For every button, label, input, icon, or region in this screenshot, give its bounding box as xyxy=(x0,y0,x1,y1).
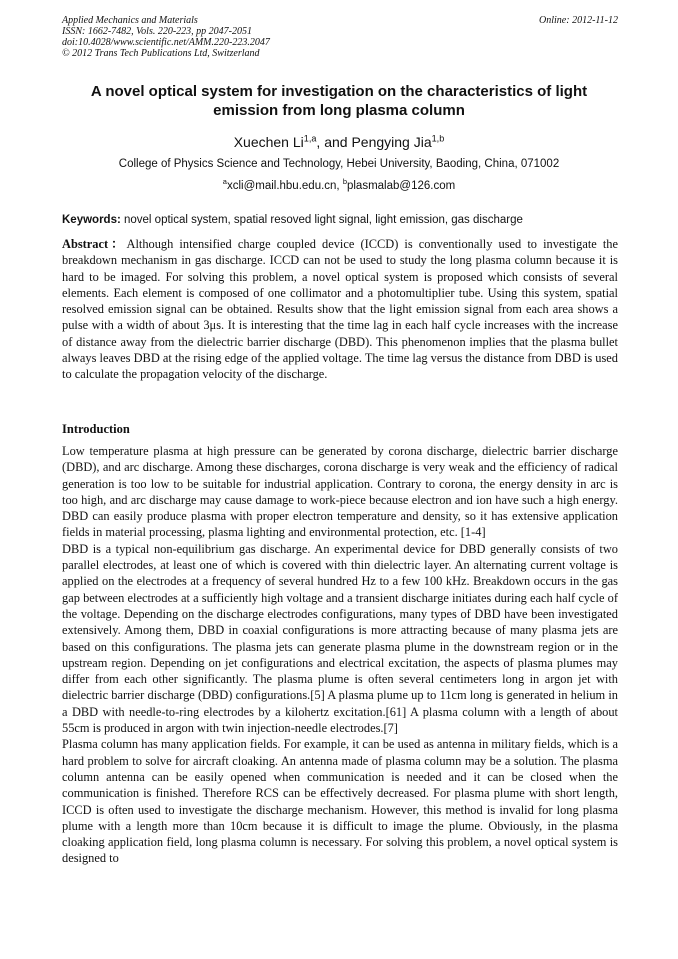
journal-header xyxy=(62,15,618,59)
doi-link[interactable]: doi:10.4028/www.scientific.net/AMM.220-223.2047 xyxy=(62,37,270,48)
author-2-affiliation-mark: 1,b xyxy=(431,133,445,144)
email-a[interactable]: xcli@mail.hbu.edu.cn, xyxy=(226,180,343,192)
introduction-body xyxy=(62,443,618,867)
keywords-text: novel optical system, spatial resoved light signal, light emission, gas discharge xyxy=(120,214,523,226)
abstract xyxy=(62,236,618,383)
intro-paragraph-3: Plasma column has many application fields. For example, it can be used as antenna in military fields, which is a hard problem to solve for aircraft cloaking. An antenna made of plasma column may be a solution. The plasma column antenna can be easily opened when communication is needed and it can be closed when the communication is finished. Therefore RCS can be effectively decreased. For plasma plume with short length, ICCD is often used to investigate the discharge mechanism. However, this method is invalid for long plasma plume with a length more than 10cm because it is difficult to image the plume. Obviously, in the plasma cloaking application field, long plasma column is necessary. For solving this problem, a novel optical system is designed to xyxy=(62,737,618,866)
email-b[interactable]: plasmalab@126.com xyxy=(346,180,456,192)
email-a-mark: a xyxy=(222,177,227,187)
title-line-1: A novel optical system for investigation on the characteristics of light xyxy=(90,83,588,100)
author-1-affiliation-mark: 1,a xyxy=(303,133,317,144)
abstract-text: Although intensified charge coupled device (ICCD) is conventionally used to investigate the breakdown mechanism in gas discharge. ICCD can not be used to study the long plasma column because it is hard to be imaged. For solving this problem, a novel optical system is proposed which consists of several elements. Each element is composed of one collimator and a photomultiplier tube. Using this system, spatial resolved emission signal can be obtained. Results show that the light emission signal from each area shows a pulse with a width of about 3μs. It is interesting that the time lag in each half cycle increases with the increase of distance away from the dielectric barrier discharge (DBD). This phenomenon implies that the plasma bullet always leaves DBD at the rising edge of the applied voltage. The time lag versus the distance from DBD is used to calculate the propagation velocity of the discharge. xyxy=(62,237,618,382)
intro-paragraph-1: Low temperature plasma at high pressure can be generated by corona discharge, dielectric barrier discharge (DBD), and arc discharge. Among these discharges, corona discharge is very weak and the efficiency of radical generation is too low to be suitable for industrial application. Contrary to corona, the energy density in arc is too high, and arc discharge may cause damage to work-piece because electron and ion have such a high energy. DBD can easily produce plasma with proper electron temperature and density, so it has extensive application fields in material processing, plasma lighting and environmental protection, etc. [1-4] xyxy=(62,444,618,540)
author-emails xyxy=(62,179,616,194)
issn-line: ISSN: 1662-7482, Vols. 220-223, pp 2047-2051 xyxy=(62,26,252,37)
intro-paragraph-2: DBD is a typical non-equilibrium gas discharge. An experimental device for DBD generally consists of two parallel electrodes, at least one of which is covered with thin dielectric layer. An alternating current voltage is applied on the electrodes at a frequency of several hundred Hz to a few 100 kHz. Breakdown occurs in the gas gap between electrodes at a sufficiently high voltage and a transient discharge initiates during each half cycle of the voltage. Depending on the discharge electrodes configurations, many types of DBD have been investigated extensively. Among them, DBD in coaxial configurations is more attracting because of many plasma jets are based on this configurations. The plasma jets can generate plasma plume in the downstream region or in the upstream region. Depending on jet configurations and electrical excitation, the aspects of plasma plumes may differ from each other significantly. The plasma plume is often several centimeters long in argon jet with dielectric barrier discharge (DBD) configurations.[5] A plasma plume up to 11cm long is generated in helium in a DBD with needle-to-ring electrodes by a kilohertz excitation.[61] A plasma column with a length of about 55cm is produced in argon with twin injection-needle electrodes.[7] xyxy=(62,541,618,736)
copyright-line: © 2012 Trans Tech Publications Ltd, Switzerland xyxy=(62,48,260,59)
keywords-label: Keywords: xyxy=(62,214,121,226)
keywords xyxy=(62,213,618,228)
affiliation: College of Physics Science and Technology, Hebei University, Baoding, China, 071002 xyxy=(118,158,560,170)
journal-name: Applied Mechanics and Materials xyxy=(62,15,198,26)
title-line-2: emission from long plasma column xyxy=(213,102,465,119)
author-1: Xuechen Li xyxy=(233,134,304,150)
online-date: Online: 2012-11-12 xyxy=(539,15,618,26)
paper-title xyxy=(62,82,616,120)
author-2: , and Pengying Jia xyxy=(316,134,432,150)
email-b-mark: b xyxy=(342,177,347,187)
introduction-heading: Introduction xyxy=(62,422,130,436)
abstract-label: Abstract： xyxy=(62,237,127,251)
author-list xyxy=(62,133,616,151)
